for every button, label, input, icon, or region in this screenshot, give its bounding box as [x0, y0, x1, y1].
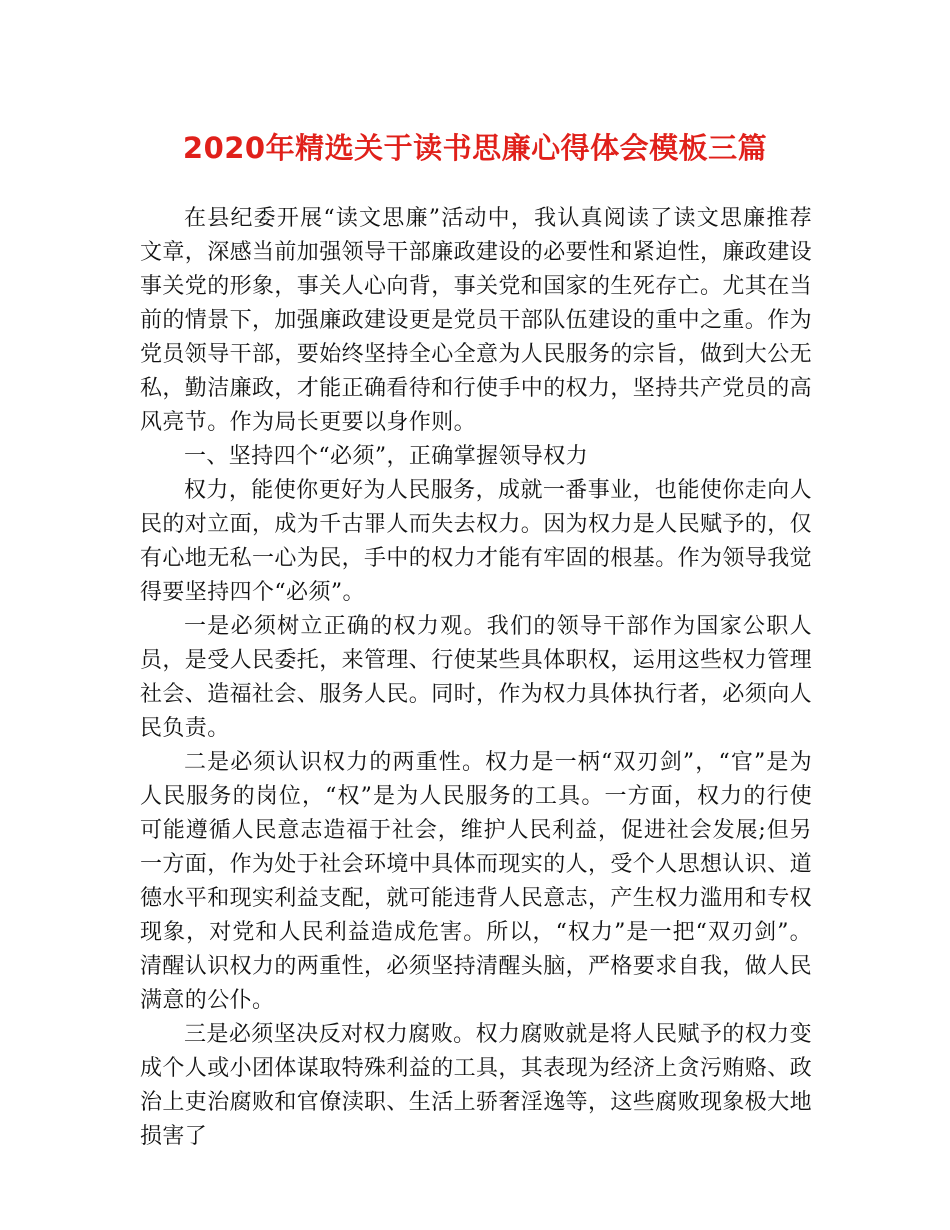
paragraph-point-two: 二是必须认识权力的两重性。权力是一柄“双刃剑”，“官”是为人民服务的岗位，“权”是为人民服务的工具。一方面，权力的行使可能遵循人民意志造福于社会，维护人民利益，促进社会发展;但另一方面，作为处于社会环境中具体而现实的人，受个人思想认识、道德水平和现实利益支配，就可能违背人民意志，产生权力滥用和专权现象，对党和人民利益造成危害。所以，“权力”是一把“双刃剑”。清醒认识权力的两重性，必须坚持清醒头脑，严格要求自我，做人民满意的公仆。 [140, 750, 813, 1013]
paragraph-intro: 在县纪委开展“读文思廉”活动中，我认真阅读了读文思廉推荐文章，深感当前加强领导干部廉政建设的必要性和紧迫性，廉政建设事关党的形象，事关人心向背，事关党和国家的生死存亡。尤其在当前的情景下，加强廉政建设更是党员干部队伍建设的重中之重。作为党员领导干部，要始终坚持全心全意为人民服务的宗旨，做到大公无私，勤洁廉政，才能正确看待和行使手中的权力，坚持共产党员的高风亮节。作为局长更要以身作则。 [140, 206, 813, 435]
document-body [140, 202, 812, 1154]
document-title: 2020年精选关于读书思廉心得体会模板三篇 [182, 131, 768, 165]
paragraph-point-one: 一是必须树立正确的权力观。我们的领导干部作为国家公职人员，是受人民委托，来管理、行使某些具体职权，运用这些权力管理社会、造福社会、服务人民。同时，作为权力具体执行者，必须向人民负责。 [140, 614, 813, 741]
section-heading: 一、坚持四个“必须”，正确掌握领导权力 [184, 444, 589, 469]
paragraph-power: 权力，能使你更好为人民服务，成就一番事业，也能使你走向人民的对立面，成为千古罪人而失去权力。因为权力是人民赋予的，仅有心地无私一心为民，手中的权力才能有牢固的根基。作为领导我觉得要坚持四个“必须”。 [140, 478, 813, 605]
paragraph-point-three: 三是必须坚决反对权力腐败。权力腐败就是将人民赋予的权力变成个人或小团体谋取特殊利益的工具，其表现为经济上贪污贿赂、政治上吏治腐败和官僚渎职、生活上骄奢淫逸等，这些腐败现象极大地损害了 [140, 1022, 813, 1149]
